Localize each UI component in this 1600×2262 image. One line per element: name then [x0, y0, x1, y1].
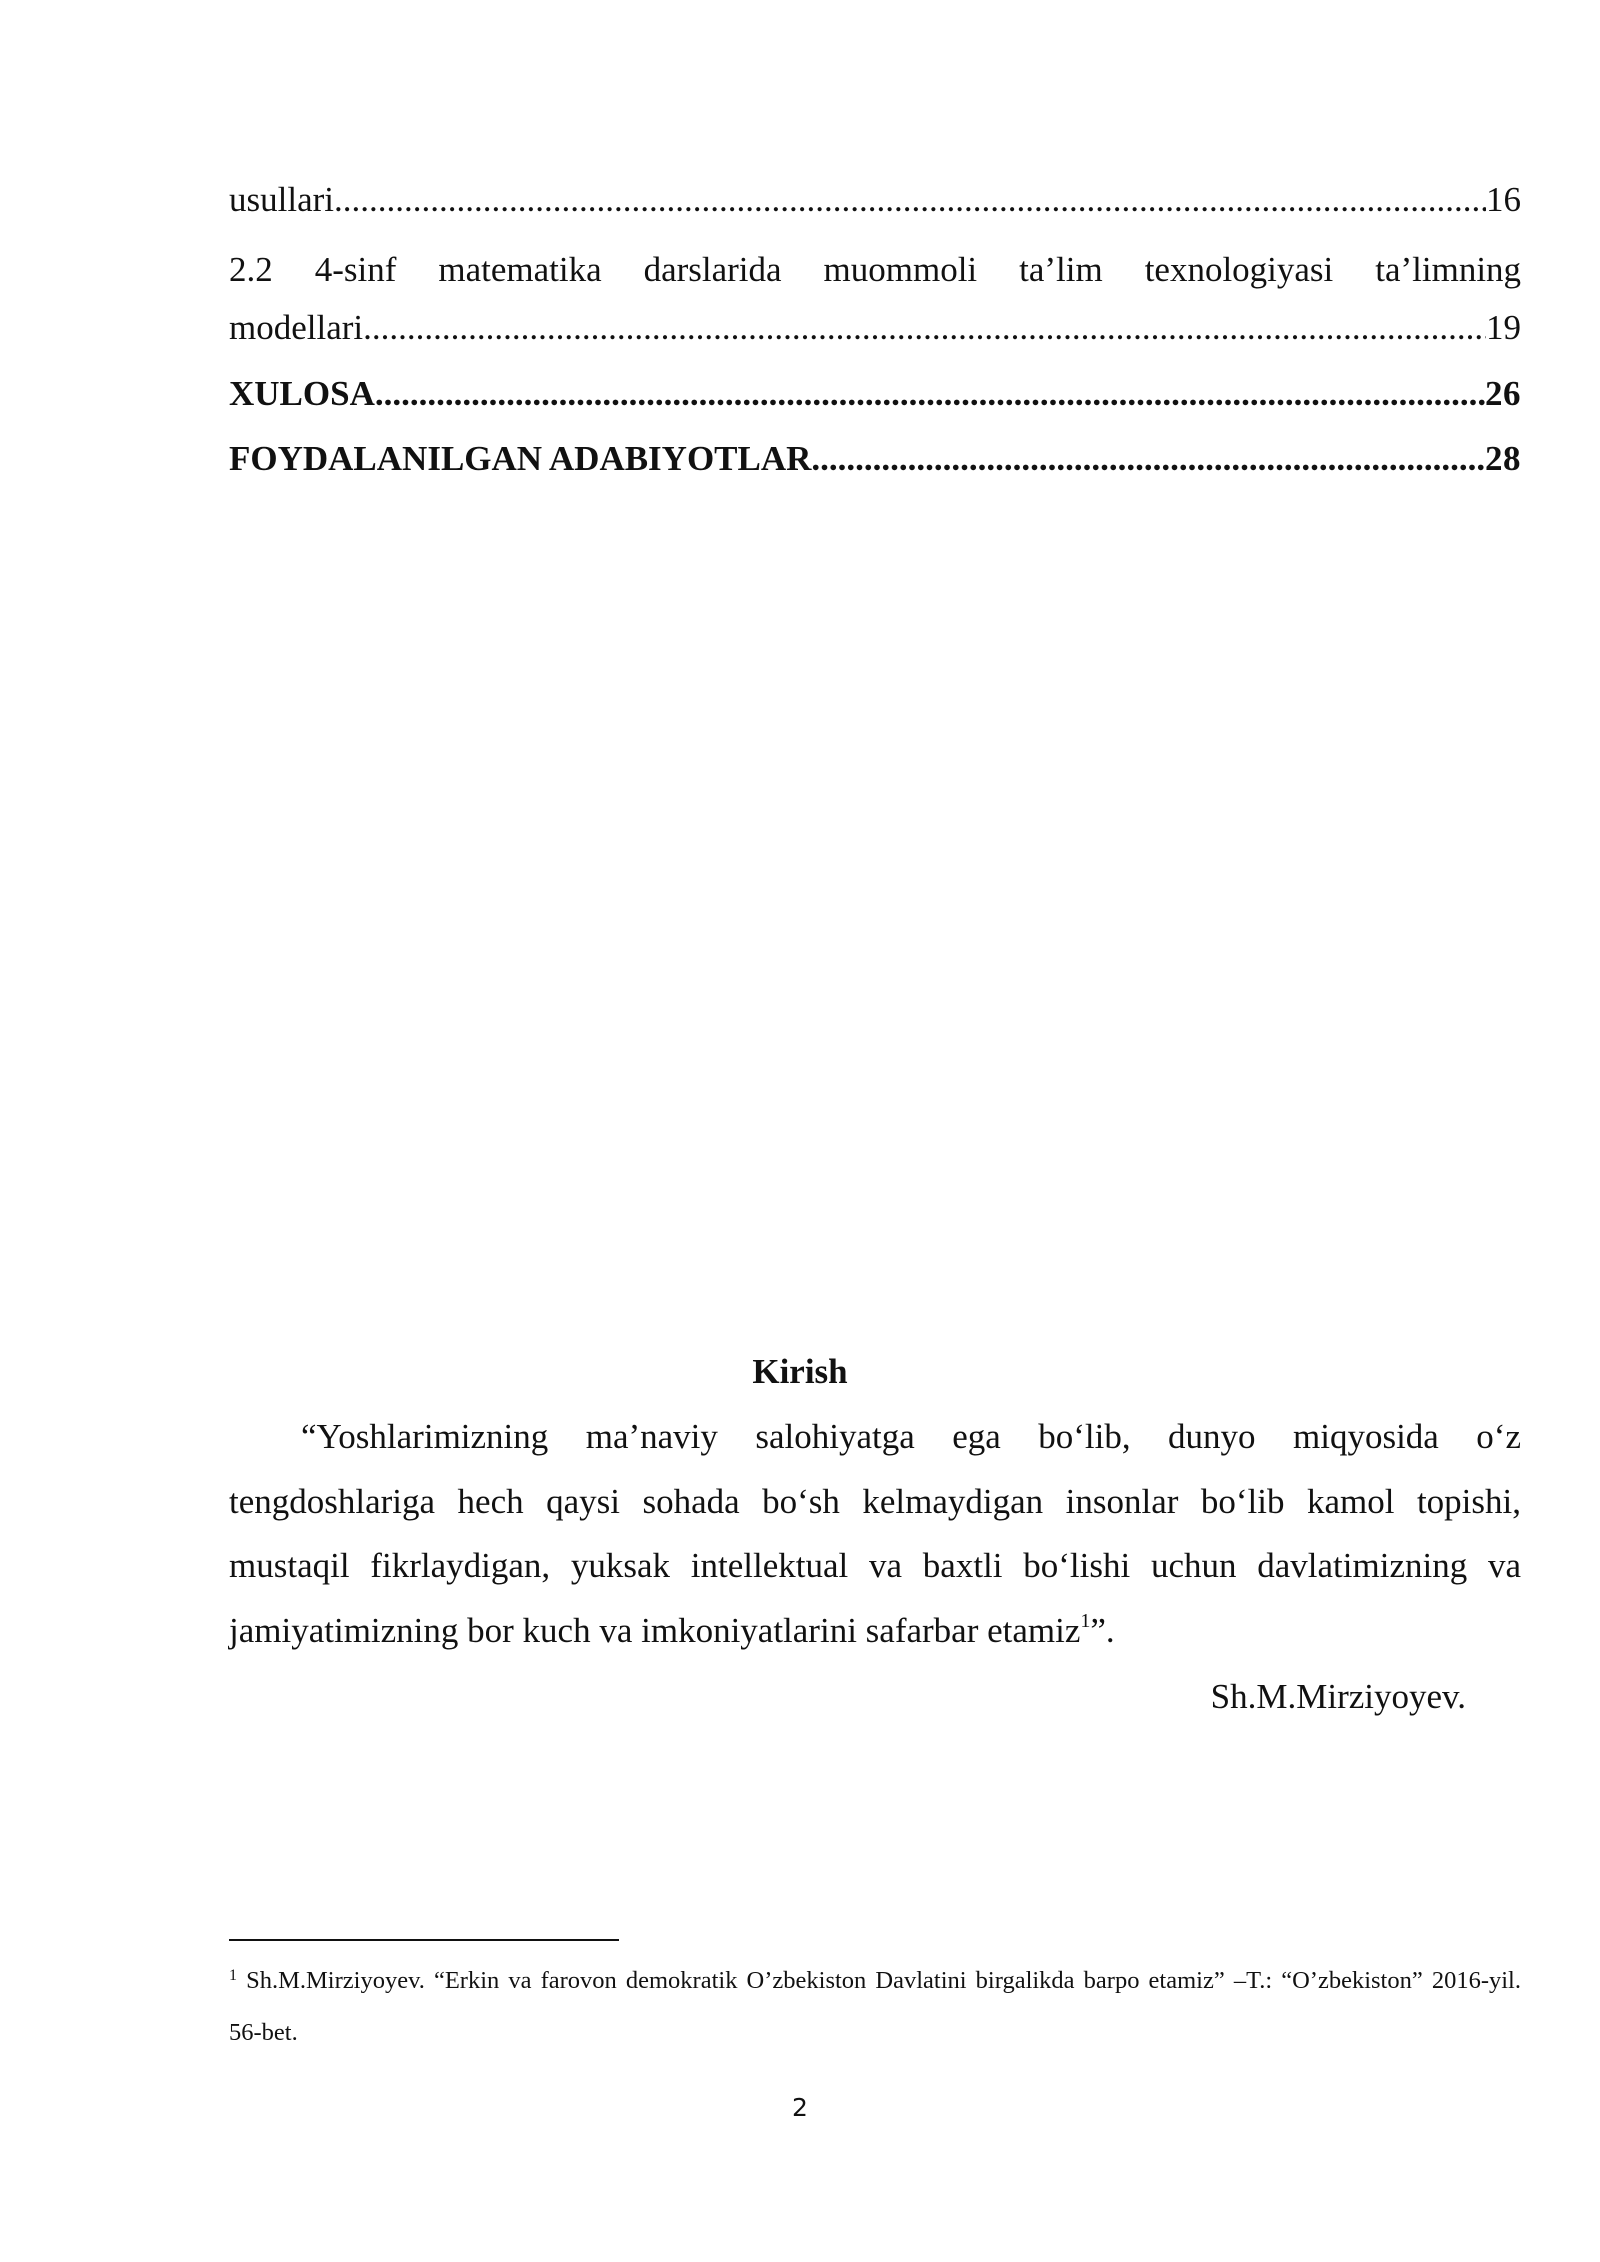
toc-entry-page: 28: [1485, 439, 1521, 478]
toc-leader-dots: [811, 427, 1485, 491]
toc-leader-dots: [375, 362, 1485, 426]
quote-author: Sh.M.Mirziyoyev.: [1210, 1677, 1466, 1716]
toc-word: ta’limning: [1375, 250, 1522, 289]
toc-leader-dots: [334, 168, 1486, 232]
toc-entry-adabiyotlar[interactable]: [229, 427, 1521, 491]
toc-leader-dots: [363, 296, 1486, 360]
quote-end: ”.: [1090, 1610, 1115, 1650]
quote-text: “Yoshlarimizning ma’naviy salohiyatga ega bo‘lib, dunyo miqyosida o‘z tengdoshlariga hech qaysi sohada bo‘sh kelmaydigan insonlar bo‘lib kamol topishi, mustaqil fikrlaydigan, yuksak intellektual va baxtli bo‘lishi uchun davlatimizning va jamiyatimizning bor kuch va imkoniyatlarini safarbar etamiz: [229, 1417, 1521, 1650]
toc-entry-label: usullari: [229, 180, 334, 219]
toc-word: 4-sinf: [314, 250, 397, 289]
section-heading: Kirish: [752, 1352, 848, 1391]
toc-word: 2.2: [229, 250, 273, 289]
epigraph-quote: [229, 1405, 1521, 1663]
footnote-separator: [229, 1939, 619, 1941]
toc-entry-label: modellari: [229, 308, 364, 347]
footnote-text: Sh.M.Mirziyoyev. “Erkin va farovon demokratik O’zbekiston Davlatini birgalikda barpo etamiz” –T.: “O’zbekiston” 2016-yil. 56-bet.: [229, 1967, 1521, 2046]
toc-word: ta’lim: [1019, 250, 1103, 289]
toc-entry-page: 16: [1486, 180, 1521, 219]
toc-entry-2-2-line1[interactable]: [229, 238, 1521, 302]
footnote-marker: 1: [229, 1967, 237, 1984]
page-number: 2: [792, 2093, 808, 2122]
toc-entry-page: 19: [1486, 308, 1521, 347]
toc-word: matematika: [438, 250, 602, 289]
footnote-reference[interactable]: 1: [1080, 1609, 1091, 1632]
toc-word: muommoli: [823, 250, 978, 289]
toc-entry-2-2-line2[interactable]: [229, 296, 1521, 360]
toc-entry-page: 26: [1485, 374, 1521, 413]
toc-word: darslarida: [643, 250, 782, 289]
toc-word: texnologiyasi: [1144, 250, 1334, 289]
toc-entry-label: FOYDALANILGAN ADABIYOTLAR: [229, 439, 812, 478]
toc-entry-label: XULOSA: [229, 374, 375, 413]
toc-entry-usullari[interactable]: [229, 168, 1521, 232]
toc-entry-xulosa[interactable]: [229, 362, 1521, 426]
footnote: [229, 1955, 1521, 2059]
